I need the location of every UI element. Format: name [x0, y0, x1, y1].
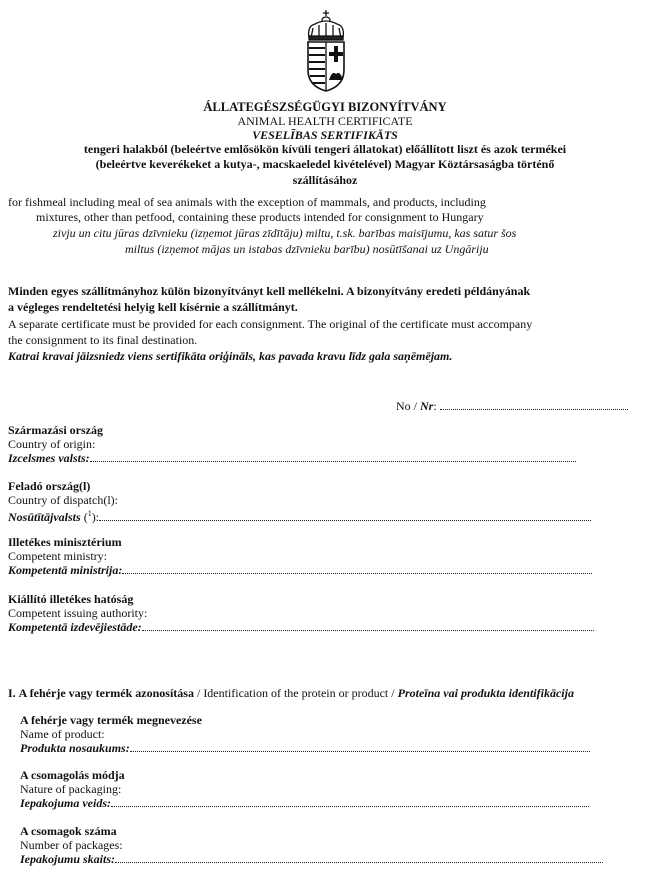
field-label-en: Number of packages:: [20, 838, 123, 852]
package-count-input[interactable]: [115, 852, 603, 863]
field-label-hu: Származási ország: [8, 423, 103, 437]
subtitle-lv-line-1: zivju un citu jūras dzīvnieku (izņemot jūras zīdītāju) miltu, t.sk. barības maisījumu, kas satur šos: [53, 226, 517, 240]
section-1-separator-2: /: [388, 686, 398, 700]
section-1-title-hu: A fehérje vagy termék azonosítása: [18, 686, 194, 700]
subtitle-lv-line-2: miltus (izņemot mājas un istabas dzīvnieku barību) nosūtīšanai uz Ungāriju: [125, 242, 489, 256]
field-label-en: Competent issuing authority:: [8, 606, 148, 620]
field-label-lv: Iepakojumu skaits:: [20, 852, 116, 866]
field-label-lv: Izcelsmes valsts:: [8, 451, 90, 465]
field-label-hu: Illetékes minisztérium: [8, 535, 122, 549]
field-product-name: [20, 713, 590, 755]
title-hu: ÁLLATEGÉSZSÉGÜGYI BIZONYÍTVÁNY: [203, 100, 447, 114]
field-label-hu: Feladó ország(l): [8, 479, 91, 493]
certificate-number-colon: :: [433, 399, 437, 413]
field-label-lv: Kompetentā izdevējiestāde:: [8, 620, 142, 634]
field-label-hu: A csomagolás módja: [20, 768, 125, 782]
section-1-heading: [8, 686, 574, 700]
field-package-count: [20, 824, 603, 866]
issuing-authority-input[interactable]: [142, 620, 594, 631]
coat-of-arms-icon: [301, 8, 351, 94]
field-label-lv: Kompetentā ministrija:: [8, 563, 123, 577]
title-en: ANIMAL HEALTH CERTIFICATE: [237, 114, 413, 128]
field-label-en: Country of origin:: [8, 437, 96, 451]
field-label-en: Country of dispatch(l):: [8, 493, 118, 507]
field-label-lv-tail: ):: [91, 510, 100, 524]
section-1-title-en: Identification of the protein or product: [203, 686, 389, 700]
certificate-number-field[interactable]: [440, 399, 628, 410]
field-label-hu: A csomagok száma: [20, 824, 117, 838]
subtitle-en-line-2: mixtures, other than petfood, containing these products intended for consignment to Hungary: [36, 210, 484, 224]
notice-en-line-2: the consignment to its final destination.: [8, 333, 198, 347]
footnote-mark: 1: [87, 509, 92, 518]
country-of-origin-input[interactable]: [90, 451, 576, 462]
competent-ministry-input[interactable]: [122, 563, 592, 574]
field-packaging-nature: [20, 768, 589, 810]
subtitle-en-line-1: for fishmeal including meal of sea animals with the exception of mammals, and products, including: [8, 195, 486, 209]
field-label-en: Competent ministry:: [8, 549, 107, 563]
field-label-lv: Produkta nosaukums:: [20, 741, 130, 755]
notice-en-line-1: A separate certificate must be provided for each consignment. The original of the certificate must accompany: [8, 317, 533, 331]
section-1-title-lv: Proteīna vai produkta identifikācija: [397, 686, 574, 700]
field-label-hu: Kiállító illetékes hatóság: [8, 592, 134, 606]
field-label-en: Nature of packaging:: [20, 782, 122, 796]
country-of-dispatch-input[interactable]: [99, 510, 591, 521]
notice-lv: Katrai kravai jāizsniedz viens sertifikāta oriģināls, kas pavada kravu līdz gala saņēmējam.: [8, 349, 453, 363]
field-country-of-dispatch: Feladó ország(l) Country of dispatch(l): Nosūtītājvalsts ($^1$):: [8, 479, 591, 524]
certificate-number-row: [396, 399, 628, 413]
subtitle-hu-line-2: (beleértve keverékeket a kutya-, macskaeledel kivételével) Magyar Köztársaságba történő: [95, 157, 555, 171]
section-1-number: I.: [8, 686, 16, 700]
field-label-lv: Iepakojuma veids:: [20, 796, 111, 810]
certificate-number-label-lv: Nr: [420, 399, 434, 413]
notice-hu-line-1: Minden egyes szállítmányhoz külön bizonyítványt kell mellékelni. A bizonyítvány eredeti példányának: [8, 284, 531, 298]
product-name-input[interactable]: [130, 741, 590, 752]
certificate-number-label-en: No /: [396, 399, 417, 413]
field-label-en: Name of product:: [20, 727, 105, 741]
field-competent-ministry: [8, 535, 592, 577]
section-1-separator-1: /: [193, 686, 204, 700]
field-country-of-origin: [8, 423, 576, 465]
field-issuing-authority: [8, 592, 594, 634]
subtitle-hu-line-1: tengeri halakból (beleértve emlősökön kívüli tengeri állatokat) előállított liszt és azok termékei: [83, 142, 567, 156]
field-label-lv: Nosūtītājvalsts: [8, 510, 81, 524]
field-label-hu: A fehérje vagy termék megnevezése: [20, 713, 202, 727]
notice-hu-line-2: a végleges rendeltetési helyig kell kísérnie a szállítmányt.: [8, 300, 298, 314]
subtitle-hu-line-3: szállításához: [292, 173, 358, 187]
packaging-nature-input[interactable]: [111, 796, 589, 807]
title-lv: VESELĪBAS SERTIFIKĀTS: [252, 128, 398, 142]
